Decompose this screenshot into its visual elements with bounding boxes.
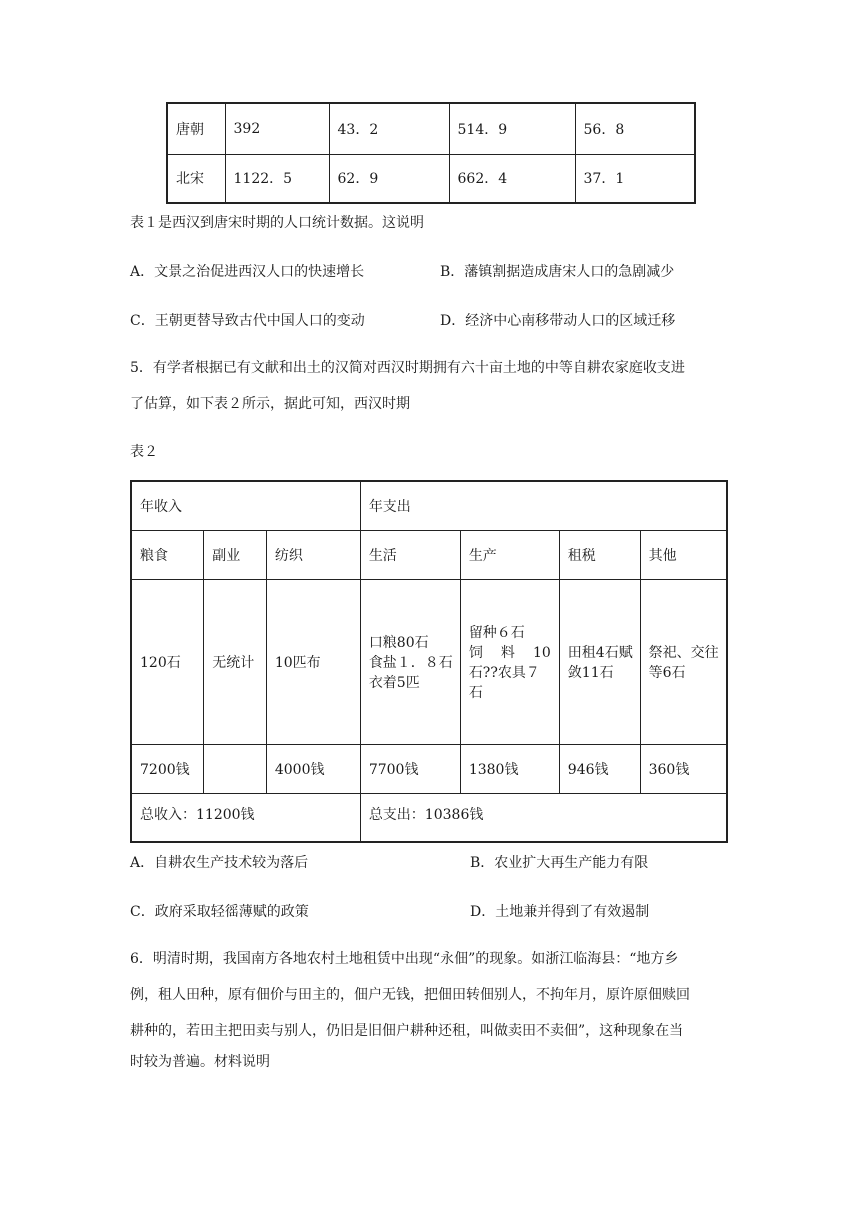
subheader-grain: 粮食 [131, 530, 204, 579]
table-cell: 662．4 [449, 154, 575, 203]
tax-items [559, 579, 640, 744]
table-cell: 56．8 [575, 103, 695, 154]
table-row [131, 579, 727, 744]
question-6-line-1: 6．明清时期，我国南方各地农村土地租赁中出现“永佃”的现象。如浙江临海县：“地方乡 [130, 951, 679, 967]
total-income: 总收入：11200钱 [131, 793, 360, 842]
table-cell: 北宋 [167, 154, 225, 203]
tax-item: 田租4石赋 [567, 644, 633, 661]
question-6-line-4: 时较为普遍。材料说明 [130, 1054, 270, 1070]
subheader-living: 生活 [360, 530, 460, 579]
money-cell: 7700钱 [360, 744, 460, 793]
question-4-option-d: D．经济中心南移带动人口的区域迁移 [440, 313, 676, 329]
subheader-textile: 纺织 [266, 530, 360, 579]
question-5-stem-line-2: 了估算，如下表２所示，据此可知，西汉时期 [130, 396, 410, 412]
question-5-option-c: C．政府采取轻徭薄赋的政策 [130, 904, 309, 920]
table-row [131, 793, 727, 842]
living-item: 口粮80石 [368, 634, 429, 651]
production-item: 留种６石 [468, 624, 525, 641]
table-cell: 43．2 [329, 103, 449, 154]
other-items [640, 579, 727, 744]
money-cell: 946钱 [559, 744, 640, 793]
question-4-option-c: C．王朝更替导致古代中国人口的变动 [130, 313, 365, 329]
subheader-other: 其他 [640, 530, 727, 579]
other-item: 祭祀、交往 [648, 644, 719, 661]
question-4-option-b: B．藩镇割据造成唐宋人口的急剧减少 [440, 264, 675, 280]
table-2-caption: 表２ [130, 444, 158, 460]
table-row [167, 154, 695, 203]
production-item: 饲 料 10 [468, 644, 551, 661]
subheader-sideline: 副业 [204, 530, 267, 579]
income-expense-table [130, 480, 728, 843]
textile-amount: 10匹布 [266, 579, 360, 744]
question-4-stem: 表１是西汉到唐宋时期的人口统计数据。这说明 [130, 215, 424, 231]
table-cell: 392 [225, 103, 329, 154]
living-item: 食盐１．８石 [368, 654, 453, 671]
question-5-option-b: B．农业扩大再生产能力有限 [470, 855, 649, 871]
table-cell: 37．1 [575, 154, 695, 203]
question-5-stem-line-1: 5．有学者根据已有文献和出土的汉简对西汉时期拥有六十亩土地的中等自耕农家庭收支进 [130, 360, 685, 376]
table-row [131, 744, 727, 793]
money-cell: 4000钱 [266, 744, 360, 793]
expense-header: 年支出 [360, 481, 727, 530]
money-cell [204, 744, 267, 793]
subheader-tax: 租税 [559, 530, 640, 579]
question-4-option-a: A．文景之治促进西汉人口的快速增长 [130, 264, 365, 280]
question-6-line-3: 耕种的，若田主把田卖与别人，仍旧是旧佃户耕种还租，叫做卖田不卖佃”，这种现象在当 [130, 1023, 684, 1039]
tax-item: 敛11石 [567, 664, 614, 681]
table-cell: 唐朝 [167, 103, 225, 154]
living-item: 衣着5匹 [368, 674, 420, 691]
other-item: 等6石 [648, 664, 686, 681]
subheader-production: 生产 [460, 530, 559, 579]
grain-amount: 120石 [131, 579, 204, 744]
table-row [131, 481, 727, 530]
table-cell: 1122．5 [225, 154, 329, 203]
money-cell: 360钱 [640, 744, 727, 793]
money-cell: 7200钱 [131, 744, 204, 793]
population-table [166, 102, 696, 204]
money-cell: 1380钱 [460, 744, 559, 793]
production-item: 石??农具７ [468, 664, 540, 681]
living-items [360, 579, 460, 744]
total-expense: 总支出：10386钱 [360, 793, 727, 842]
table-row [131, 530, 727, 579]
question-6-line-2: 例，租人田种，原有佃价与田主的，佃户无钱，把佃田转佃别人，不拘年月，原许原佃赎回 [130, 987, 690, 1003]
table-row [167, 103, 695, 154]
table-cell: 514．9 [449, 103, 575, 154]
sideline-amount: 无统计 [204, 579, 267, 744]
question-5-option-d: D．土地兼并得到了有效遏制 [470, 904, 650, 920]
production-item: 石 [468, 684, 483, 701]
income-header: 年收入 [131, 481, 360, 530]
production-items [460, 579, 559, 744]
table-cell: 62．9 [329, 154, 449, 203]
question-5-option-a: A．自耕农生产技术较为落后 [130, 855, 309, 871]
